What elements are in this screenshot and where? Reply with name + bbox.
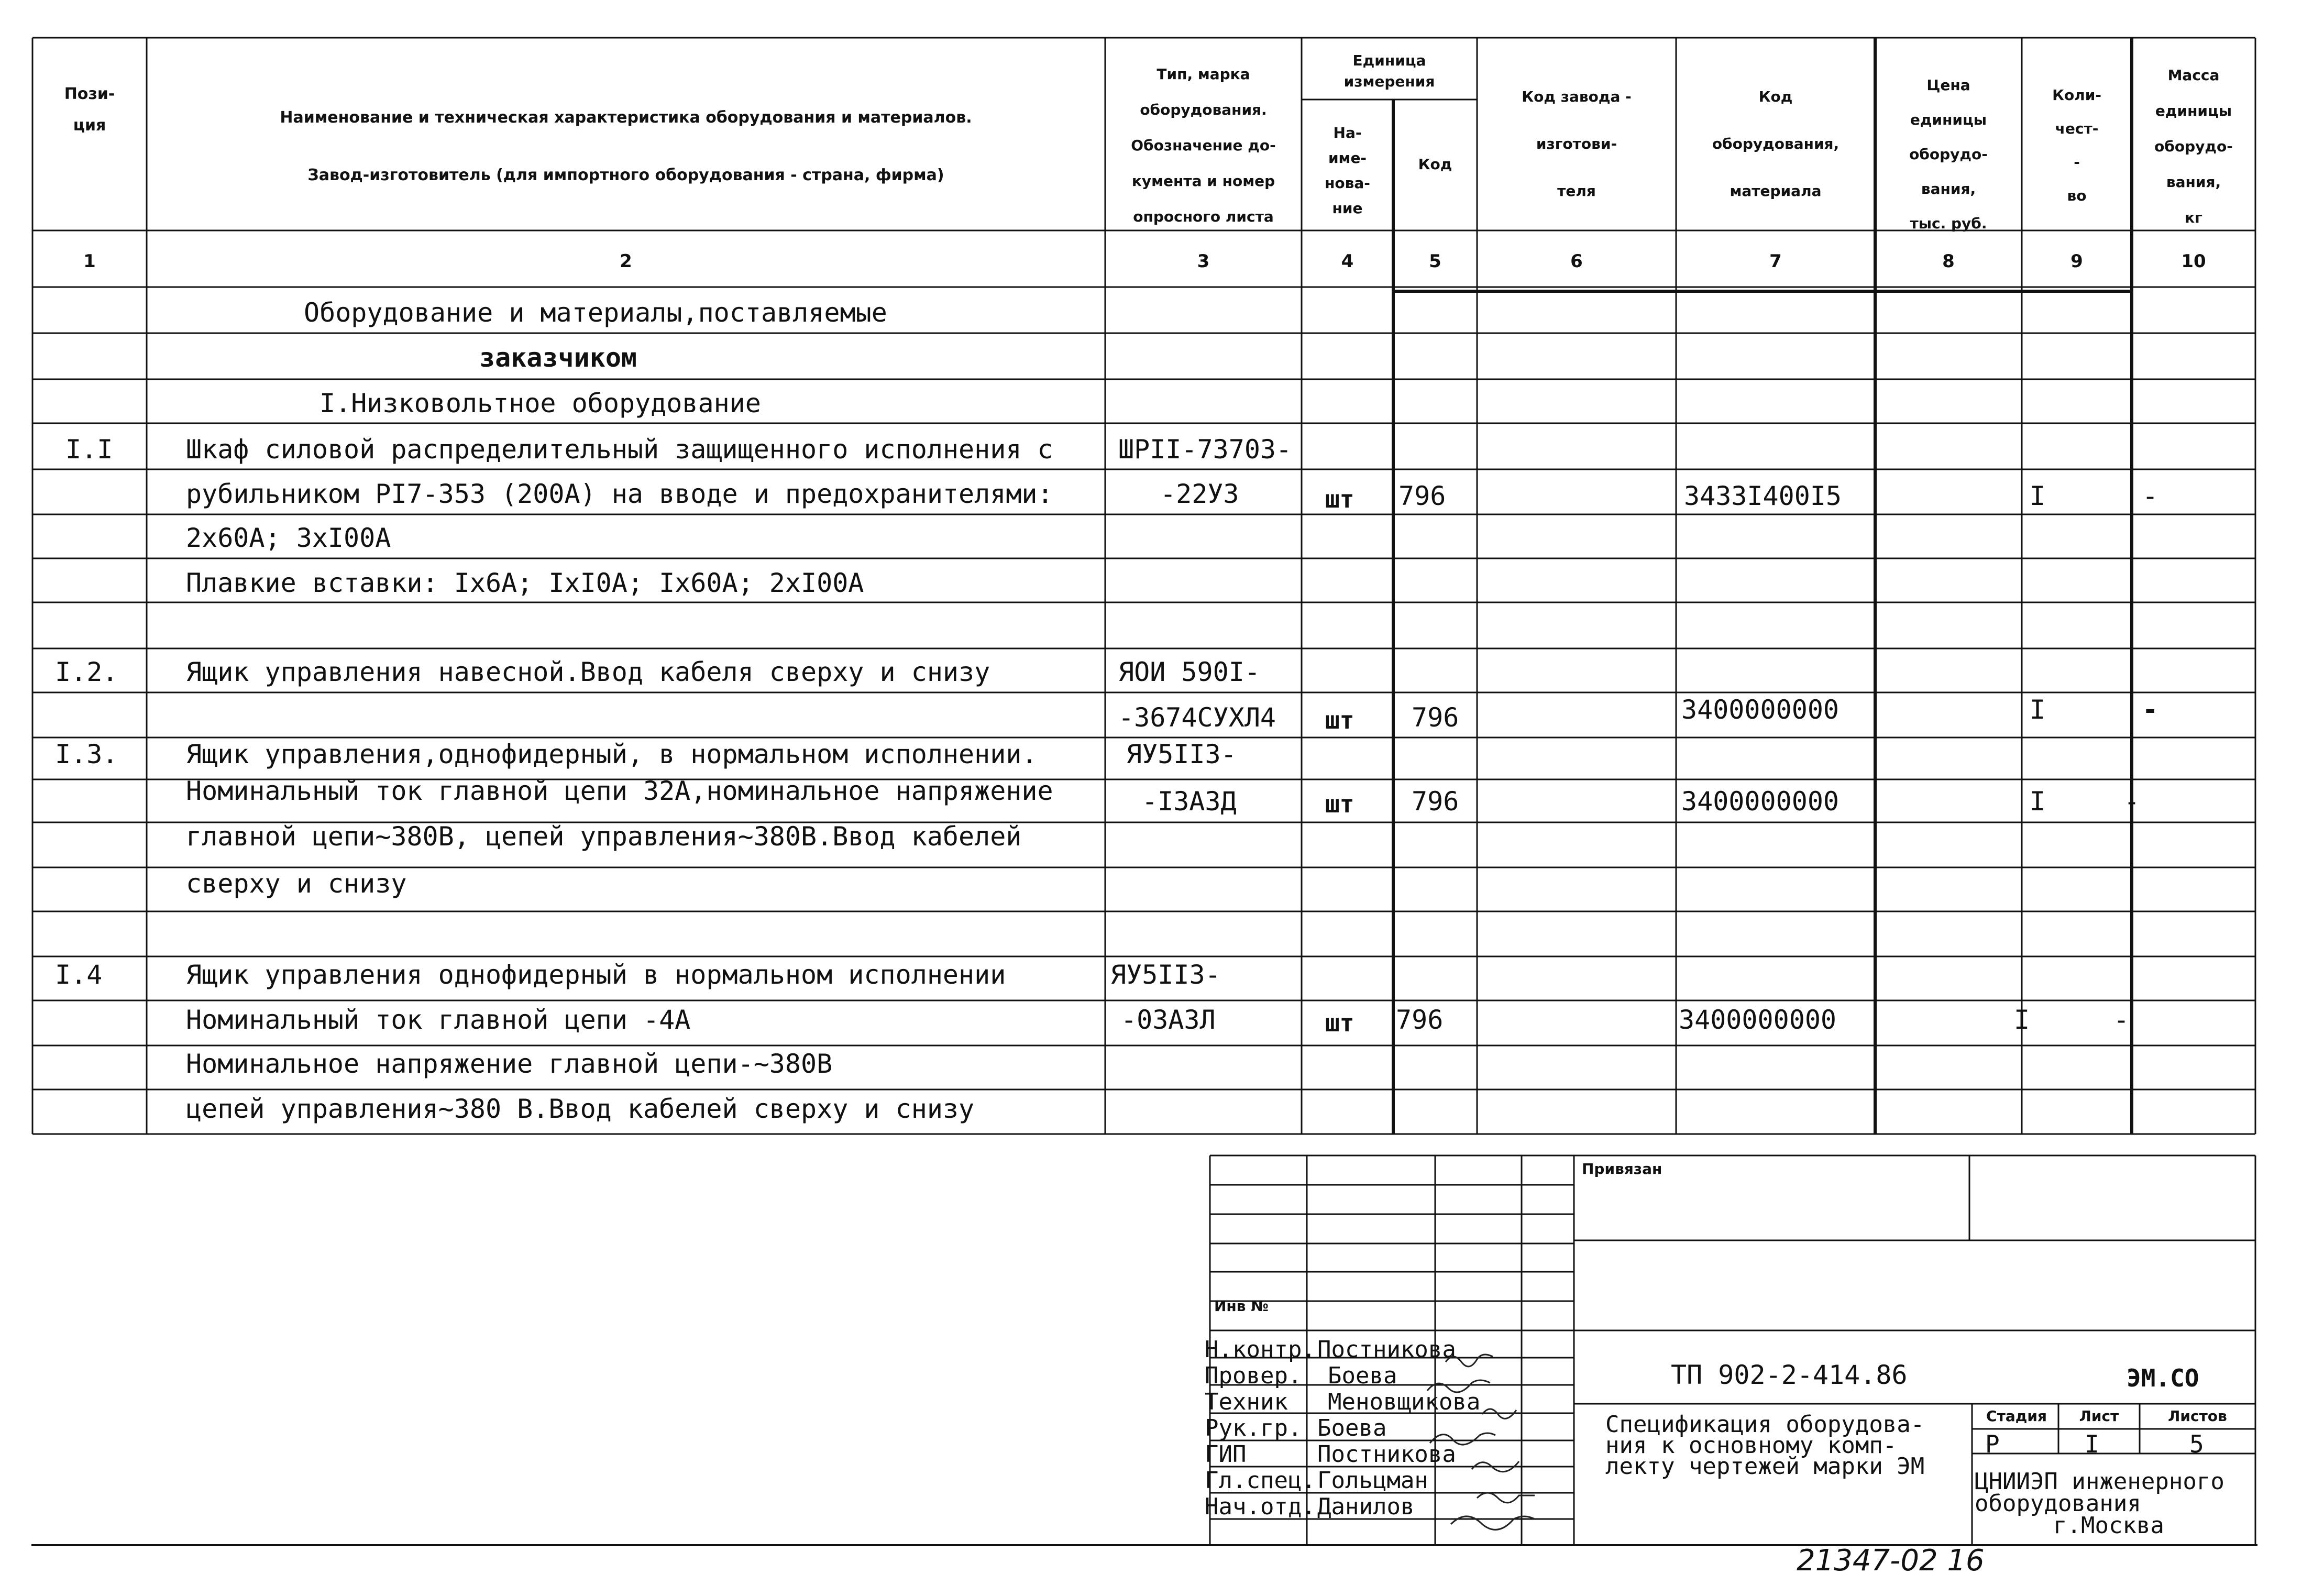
header-type-line5: опросного листа	[1133, 208, 1274, 225]
header-position-line2: ция	[73, 116, 106, 135]
stamp-name-6: Гольцман	[1317, 1467, 1428, 1494]
stamp-role-2: Провер.	[1205, 1362, 1302, 1389]
item-4-line2: Номинальный ток главной цепи -4А	[186, 1005, 691, 1035]
stamp-name-2: Боева	[1328, 1362, 1397, 1389]
stamp-title-line1: Спецификация оборудова-	[1605, 1411, 1925, 1438]
item-4-line3: Номинальное напряжение главной цепи-~380В	[186, 1049, 833, 1079]
item-1-line1: Шкаф силовой распределительный защищенного исполнения с	[186, 434, 1053, 465]
item-2-position: I.2.	[55, 657, 118, 687]
item-3-line3: главной цепи~380В, цепей управления~380В.Ввод кабелей	[186, 821, 1022, 852]
item-3-line4: сверху и снизу	[186, 868, 407, 899]
stamp-sheet-label: Лист	[2079, 1407, 2119, 1425]
header-mass-line2: единицы	[2155, 102, 2232, 119]
item-1-mass: -	[2142, 481, 2158, 511]
header-factory-code-line1: Код завода -	[1522, 88, 1632, 105]
item-4-unit-code: 796	[1396, 1005, 1444, 1035]
item-1-line2: рубильником PI7-353 (200А) на вводе и предохранителями:	[186, 479, 1053, 509]
item-1-equipment-code: 3433I400I5	[1684, 481, 1842, 511]
item-4-line1: Ящик управления однофидерный в нормальном исполнении	[186, 960, 1006, 990]
header-quantity-line2: чест-	[2055, 120, 2099, 137]
header-equipment-code-line1: Код	[1758, 88, 1793, 105]
item-1-type-line2: -22У3	[1160, 479, 1239, 509]
stamp-role-7: Нач.отд.	[1205, 1493, 1316, 1520]
header-unit-line1: Единица	[1352, 52, 1426, 69]
item-4-quantity: I	[2014, 1005, 2030, 1035]
header-factory-code-line2: изготови-	[1536, 135, 1617, 152]
item-2-mass: -	[2142, 695, 2158, 725]
item-3-position: I.3.	[55, 739, 118, 769]
stamp-stage-label: Стадия	[1986, 1407, 2047, 1425]
stamp-org-line1: ЦНИИЭП инженерного	[1975, 1468, 2224, 1495]
item-1-type-line1: ШРII-73703-	[1118, 434, 1292, 465]
stamp-role-3: Техник	[1205, 1389, 1288, 1415]
stamp-inv-no: Инв №	[1214, 1297, 1269, 1315]
header-type-line3: Обозначение до-	[1131, 137, 1276, 154]
col-number-9: 9	[2070, 251, 2083, 272]
header-type-line1: Тип, марка	[1156, 65, 1250, 83]
header-type-line2: оборудования.	[1140, 101, 1267, 118]
item-2-equipment-code: 3400000000	[1681, 695, 1840, 725]
stamp-sheets-label: Листов	[2168, 1407, 2227, 1425]
item-4-equipment-code: 3400000000	[1679, 1005, 1837, 1035]
header-position-line1: Пози-	[64, 85, 115, 103]
stamp-title-line2: ния к основному комп-	[1605, 1432, 1897, 1459]
header-quantity-line1: Коли-	[2052, 86, 2101, 104]
stamp-organization	[1975, 1468, 2224, 1539]
stamp-title	[1605, 1411, 1925, 1480]
col-number-2: 2	[620, 251, 632, 272]
item-3-mass: -	[2124, 786, 2140, 817]
col-number-10: 10	[2181, 251, 2206, 272]
item-4-line4: цепей управления~380 В.Ввод кабелей сверху и снизу	[186, 1094, 975, 1124]
col-number-4: 4	[1341, 251, 1354, 272]
header-price-line1: Цена	[1926, 76, 1970, 94]
header-unit-name-line3: нова-	[1325, 174, 1370, 192]
section-title-line2: заказчиком	[479, 343, 637, 373]
header-name-line2: Завод-изготовитель (для импортного оборудования - страна, фирма)	[307, 166, 944, 184]
header-type-line4: кумента и номер	[1131, 172, 1275, 190]
header-quantity-line3: -	[2074, 153, 2080, 171]
stamp-name-7: Данилов	[1317, 1493, 1415, 1520]
col-number-3: 3	[1197, 251, 1210, 272]
header-unit-name-line4: ние	[1332, 200, 1363, 217]
footer-number: 21347-02 16	[1797, 1544, 1985, 1578]
item-3-line1: Ящик управления,однофидерный, в нормальном исполнении.	[186, 739, 1038, 769]
stamp-name-3: Меновщикова	[1328, 1389, 1481, 1415]
item-3-quantity: I	[2030, 786, 2046, 817]
item-1-position: I.I	[65, 434, 113, 465]
item-2-type-line2: -3674СУХЛ4	[1118, 702, 1276, 733]
section-title-line1: Оборудование и материалы,поставляемые	[304, 298, 887, 328]
item-4-mass: -	[2113, 1005, 2130, 1035]
stamp-sheets: 5	[2189, 1430, 2204, 1458]
item-1-line4: Плавкие вставки: Iх6А; IхI0А; Iх60А; 2хI00А	[186, 568, 864, 598]
header-unit-code: Код	[1418, 156, 1452, 173]
item-4-position: I.4	[55, 960, 103, 990]
header-quantity-line4: во	[2067, 187, 2087, 204]
item-1-unit-code: 796	[1398, 481, 1446, 511]
item-2-line1: Ящик управления навесной.Ввод кабеля сверху и снизу	[186, 657, 990, 687]
header-equipment-code-line2: оборудования,	[1712, 135, 1840, 152]
header-unit-name-line1: На-	[1333, 124, 1362, 141]
stamp-sheet: I	[2085, 1430, 2099, 1458]
col-number-1: 1	[83, 251, 96, 272]
header-factory-code-line3: теля	[1557, 182, 1596, 200]
stamp-role-5: ГИП	[1205, 1441, 1247, 1468]
stamp-doc-code: ТП 902-2-414.86	[1671, 1360, 1908, 1390]
item-1-line3: 2х60А; 3хI00А	[186, 523, 391, 553]
section-subtitle: I.Низковольтное оборудование	[320, 388, 761, 419]
header-price-line2: единицы	[1910, 111, 1987, 128]
stamp-role-6: Гл.спец.	[1205, 1467, 1316, 1494]
item-3-type-line2: -I3А3Д	[1142, 786, 1237, 817]
item-3-line2: Номинальный ток главной цепи 32А,номинальное напряжение	[186, 776, 1053, 806]
stamp-name-1: Постникова	[1317, 1336, 1456, 1363]
stamp-name-5: Постникова	[1317, 1441, 1456, 1468]
stamp-org-line2: оборудования	[1975, 1490, 2141, 1517]
stamp-role-4: Рук.гр.	[1205, 1415, 1302, 1441]
col-number-7: 7	[1769, 251, 1782, 272]
stamp-privyazan: Привязан	[1582, 1160, 1662, 1177]
header-mass-line4: вания,	[2166, 173, 2221, 191]
stamp-name-4: Боева	[1317, 1415, 1387, 1441]
item-2-type-line1: ЯОИ 590I-	[1118, 657, 1260, 687]
header-equipment-code-line3: материала	[1730, 182, 1822, 200]
header-name-line1: Наименование и техническая характеристика оборудования и материалов.	[280, 108, 972, 127]
item-4-unit: шт	[1325, 1009, 1354, 1037]
header-price-line5: тыс. руб.	[1910, 215, 1987, 232]
item-2-quantity: I	[2030, 695, 2046, 725]
item-2-unit: шт	[1325, 706, 1354, 734]
item-3-unit: шт	[1325, 790, 1354, 818]
header-unit-name-line2: име-	[1328, 149, 1367, 167]
item-2-unit-code: 796	[1412, 702, 1459, 733]
item-4-type-line2: -03А3Л	[1121, 1005, 1216, 1035]
stamp-stage: Р	[1985, 1430, 2000, 1458]
header-mass-line3: оборудо-	[2154, 138, 2233, 155]
col-number-6: 6	[1570, 251, 1583, 272]
item-1-quantity: I	[2030, 481, 2046, 511]
header-mass-line5: кг	[2185, 209, 2202, 226]
col-number-8: 8	[1942, 251, 1955, 272]
header-price-line4: вания,	[1921, 180, 1976, 197]
stamp-role-1: Н.контр.	[1205, 1336, 1316, 1363]
header-mass-line1: Масса	[2167, 67, 2220, 84]
item-3-equipment-code: 3400000000	[1681, 786, 1840, 817]
item-1-unit: шт	[1325, 485, 1354, 513]
header-unit-line2: измерения	[1343, 73, 1435, 90]
stamp-org-line3: г.Москва	[2053, 1512, 2164, 1539]
item-3-unit-code: 796	[1412, 786, 1459, 817]
item-4-type-line1: ЯУ5II3-	[1110, 960, 1221, 990]
item-3-type-line1: ЯУ5II3-	[1126, 739, 1237, 769]
stamp-title-line3: лекту чертежей марки ЭМ	[1605, 1453, 1925, 1480]
col-number-5: 5	[1429, 251, 1441, 272]
header-price-line3: оборудо-	[1909, 146, 1988, 163]
stamp-mark: ЭМ.СО	[2127, 1364, 2199, 1392]
